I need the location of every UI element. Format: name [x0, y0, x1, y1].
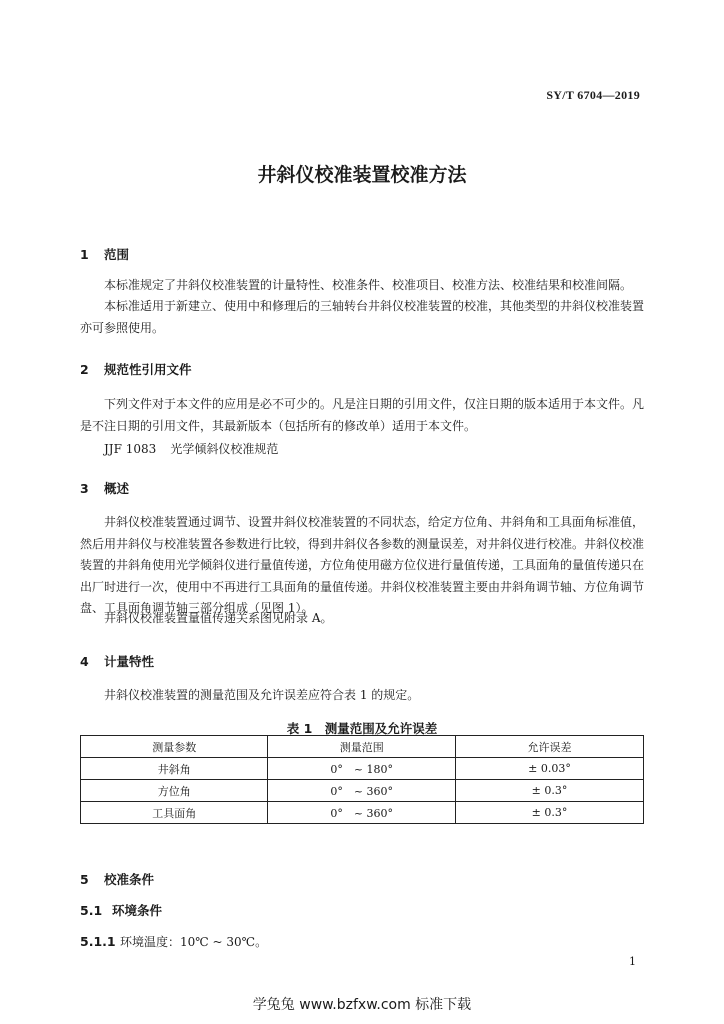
standard-code: SY/T 6704—2019 — [546, 88, 640, 102]
table-cell: ± 0.3° — [455, 780, 643, 802]
section-2-paragraph-1: 下列文件对于本文件的应用是必不可少的。凡是注日期的引用文件，仅注日期的版本适用于本文件。凡是不注日期的引用文件，其最新版本（包括所有的修改单）适用于本文件。 — [80, 397, 645, 433]
table-row — [81, 758, 644, 780]
clause-5-1-1 — [80, 933, 267, 950]
table-header-cell: 测量范围 — [268, 736, 455, 758]
section-title: 计量特性 — [104, 654, 155, 669]
page-number: 1 — [629, 955, 636, 968]
table-cell: 0° ~ 360° — [268, 780, 455, 802]
table-cell: 井斜角 — [81, 758, 268, 780]
section-4-paragraph-1: 井斜仪校准装置的测量范围及允许误差应符合表 1 的规定。 — [104, 688, 420, 702]
section-4-heading — [80, 652, 154, 670]
site-watermark: 学兔兔 www.bzfxw.com 标准下载 — [252, 997, 472, 1013]
section-title: 环境条件 — [112, 903, 163, 918]
measurement-range-table — [80, 735, 644, 824]
section-title: 概述 — [104, 481, 130, 496]
table-row — [81, 802, 644, 824]
table-caption: 表 1 测量范围及允许误差 — [286, 721, 438, 736]
table-cell: 工具面角 — [81, 802, 268, 824]
section-number: 2 — [80, 362, 89, 377]
section-number: 1 — [80, 247, 89, 262]
table-header-cell: 测量参数 — [81, 736, 268, 758]
section-3-paragraph-2: 井斜仪校准装置量值传递关系图见附录 A。 — [104, 611, 333, 625]
document-title: 井斜仪校准装置校准方法 — [257, 164, 467, 186]
table-cell: ± 0.3° — [455, 802, 643, 824]
table-header-row — [81, 736, 644, 758]
section-5-1-heading — [80, 901, 162, 919]
reference-code: JJF 1083 — [104, 442, 157, 456]
section-1-paragraph-2: 本标准适用于新建立、使用中和修理后的三轴转台井斜仪校准装置的校准，其他类型的井斜仪校准装置亦可参照使用。 — [80, 299, 645, 335]
table-cell: 0° ~ 360° — [268, 802, 455, 824]
section-number: 4 — [80, 654, 89, 669]
clause-number: 5.1.1 — [80, 934, 116, 949]
section-5-heading — [80, 870, 154, 888]
section-title: 规范性引用文件 — [104, 362, 192, 377]
section-1-paragraph-1: 本标准规定了井斜仪校准装置的计量特性、校准条件、校准项目、校准方法、校准结果和校准间隔。 — [104, 278, 633, 292]
table-cell: 0° ~ 180° — [268, 758, 455, 780]
section-1-heading — [80, 245, 129, 263]
section-number: 5 — [80, 872, 89, 887]
normative-reference — [104, 440, 278, 457]
section-3-paragraph-1: 井斜仪校准装置通过调节、设置井斜仪校准装置的不同状态，给定方位角、井斜角和工具面角标准值，然后用井斜仪与校准装置各参数进行比较，得到井斜仪各参数的测量误差，对井斜仪进行校准。井斜仪校准装置的井斜角使用光学倾斜仪进行量值传递，方位角使用磁方位仪进行量值传递，工具面角的量值传递只在出厂时进行一次，使用中不再进行工具面角的量值传递。井斜仪校准装置主要由井斜角调节轴、方位角调节盘、工具面角调节轴三部分组成（见图 1）。 — [80, 515, 645, 615]
reference-name: 光学倾斜仪校准规范 — [170, 442, 279, 456]
section-title: 校准条件 — [104, 872, 155, 887]
section-number: 5.1 — [80, 903, 103, 918]
table-cell: 方位角 — [81, 780, 268, 802]
table-cell: ± 0.03° — [455, 758, 643, 780]
section-title: 范围 — [104, 247, 130, 262]
table-row — [81, 780, 644, 802]
section-number: 3 — [80, 481, 89, 496]
clause-text: 环境温度：10℃ ~ 30℃。 — [120, 935, 268, 949]
table-header-cell: 允许误差 — [455, 736, 643, 758]
section-2-heading — [80, 360, 192, 378]
section-3-heading — [80, 479, 129, 497]
